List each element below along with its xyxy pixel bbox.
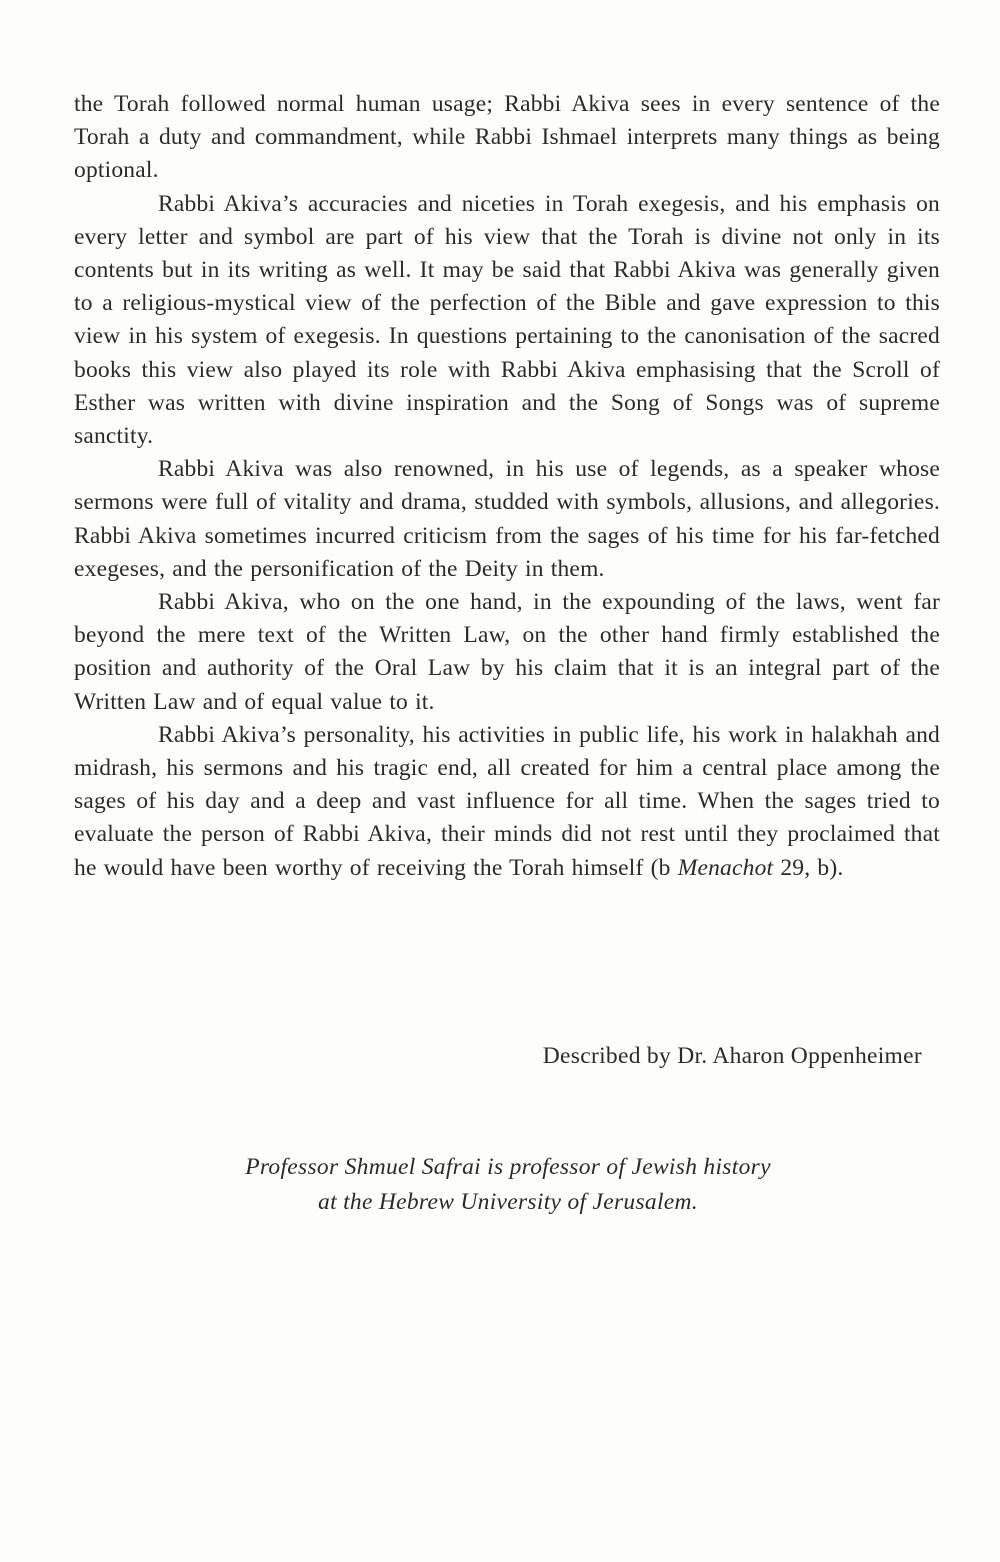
tractate-title: Menachot — [677, 854, 774, 881]
paragraph-5-text: Rabbi Akiva’s personality, his activities in public life, his work in halakhah and midrash, his sermons and his tragic end, all created for him a central place among the sages of his day and a deep and vast influence for all time. When the sages tried to evaluate the person of Rabbi Akiva, their minds did not rest until they proclaimed that he would have been worthy of receiving the Torah himself (b — [74, 721, 940, 881]
author-note — [0, 1150, 1000, 1220]
paragraph-5 — [74, 719, 940, 885]
paragraph-5-citation: 29, b). — [773, 854, 844, 881]
author-byline: Described by Dr. Aharon Oppenheimer — [542, 1043, 922, 1069]
paragraph-3: Rabbi Akiva was also renowned, in his use of legends, as a speaker whose sermons were full of vitality and drama, studded with symbols, allusions, and allegories. Rabbi Akiva sometimes incurred criticism from the sages of his time for his far-fetched exegeses, and the personification of the Deity in them. — [74, 456, 940, 582]
paragraph-4: Rabbi Akiva, who on the one hand, in the expounding of the laws, went far beyond the mere text of the Written Law, on the other hand firmly established the position and authority of the Oral Law by his claim that it is an integral part of the Written Law and of equal value to it. — [74, 589, 940, 715]
article-body — [74, 88, 940, 885]
author-note-line-1: Professor Shmuel Safrai is professor of Jewish history — [245, 1154, 771, 1180]
paragraph-2: Rabbi Akiva’s accuracies and niceties in Torah exegesis, and his emphasis on every letter and symbol are part of his view that the Torah is divine not only in its contents but in its writing as well. It may be said that Rabbi Akiva was generally given to a religious-mystical view of the perfection of the Bible and gave expression to this view in his system of exegesis. In questions pertaining to the canonisation of the sacred books this view also played its role with Rabbi Akiva emphasising that the Scroll of Esther was written with divine inspiration and the Song of Songs was of supreme sanctity. — [74, 190, 940, 450]
author-note-line-2: at the Hebrew University of Jerusalem. — [318, 1189, 698, 1215]
paragraph-1: the Torah followed normal human usage; Rabbi Akiva sees in every sentence of the Torah a duty and commandment, while Rabbi Ishmael interprets many things as being optional. — [74, 91, 940, 184]
